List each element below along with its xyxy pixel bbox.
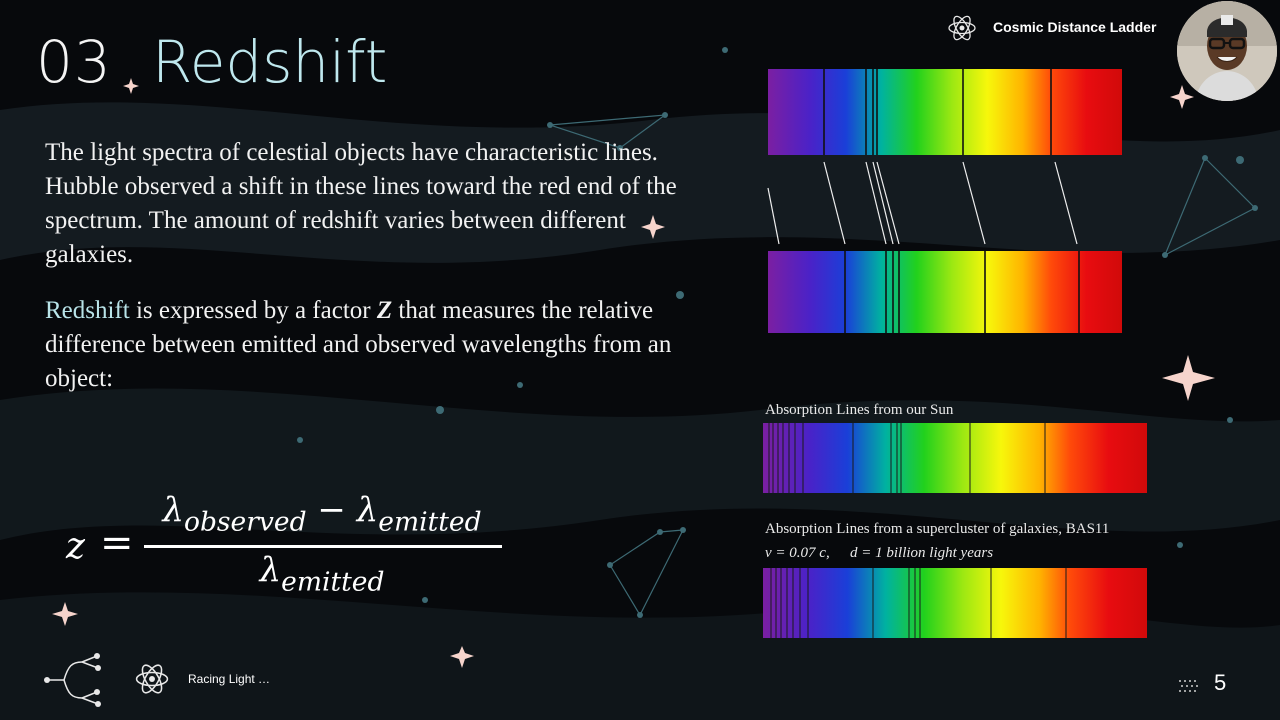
atom-icon — [946, 12, 978, 44]
minus-sign: − — [317, 490, 346, 530]
formula-equals: = — [100, 520, 134, 566]
intro-paragraph: The light spectra of celestial objects have characteristic lines. Hubble observed a shift in these lines toward the red end of the spectrum. The amount of redshift varies between different galaxies. — [45, 139, 677, 268]
lambda-symbol: λ — [259, 550, 282, 590]
formula-lhs: z — [66, 526, 85, 567]
paragraph-text-1: is expressed by a factor — [129, 297, 377, 324]
redshift-formula — [62, 490, 522, 610]
cluster-spectrum-label: Absorption Lines from a supercluster of galaxies, BAS11 — [765, 521, 1110, 537]
presenter-avatar — [1177, 1, 1277, 101]
footer-section-text: Racing Light … — [188, 672, 271, 686]
spectrum-shift-diagram — [765, 66, 1125, 338]
distance-label: d = 1 billion light years — [850, 545, 994, 561]
page-number: 5 — [1214, 670, 1227, 695]
emitted-subscript: emitted — [281, 566, 385, 598]
fraction-bar — [144, 545, 502, 548]
brand-title: Cosmic Distance Ladder — [993, 19, 1157, 35]
lambda-symbol: λ — [356, 490, 379, 530]
sun-spectrum — [763, 423, 1149, 495]
formula-numerator — [142, 490, 502, 537]
emitted-subscript: emitted — [378, 506, 482, 538]
sun-spectrum-label: Absorption Lines from our Sun — [765, 402, 954, 418]
redshift-paragraph — [45, 294, 685, 396]
lambda-symbol: λ — [162, 490, 184, 530]
cluster-spectrum — [763, 568, 1149, 640]
atom-icon — [133, 660, 171, 698]
slide-number: 03 — [36, 28, 112, 96]
velocity-label: v = 0.07 c, — [765, 545, 830, 561]
formula-denominator — [142, 550, 502, 597]
observed-subscript: observed — [184, 506, 307, 538]
paragraph-text-2: that measures the relative difference between emitted and observed wavelengths from an object: — [45, 297, 672, 392]
redshift-highlight: Redshift — [45, 297, 130, 324]
dot-pattern-icon — [1177, 678, 1203, 694]
tree-diagram-icon — [42, 652, 108, 708]
slide-title: Redshift — [152, 28, 388, 96]
z-variable: Z — [376, 297, 393, 324]
